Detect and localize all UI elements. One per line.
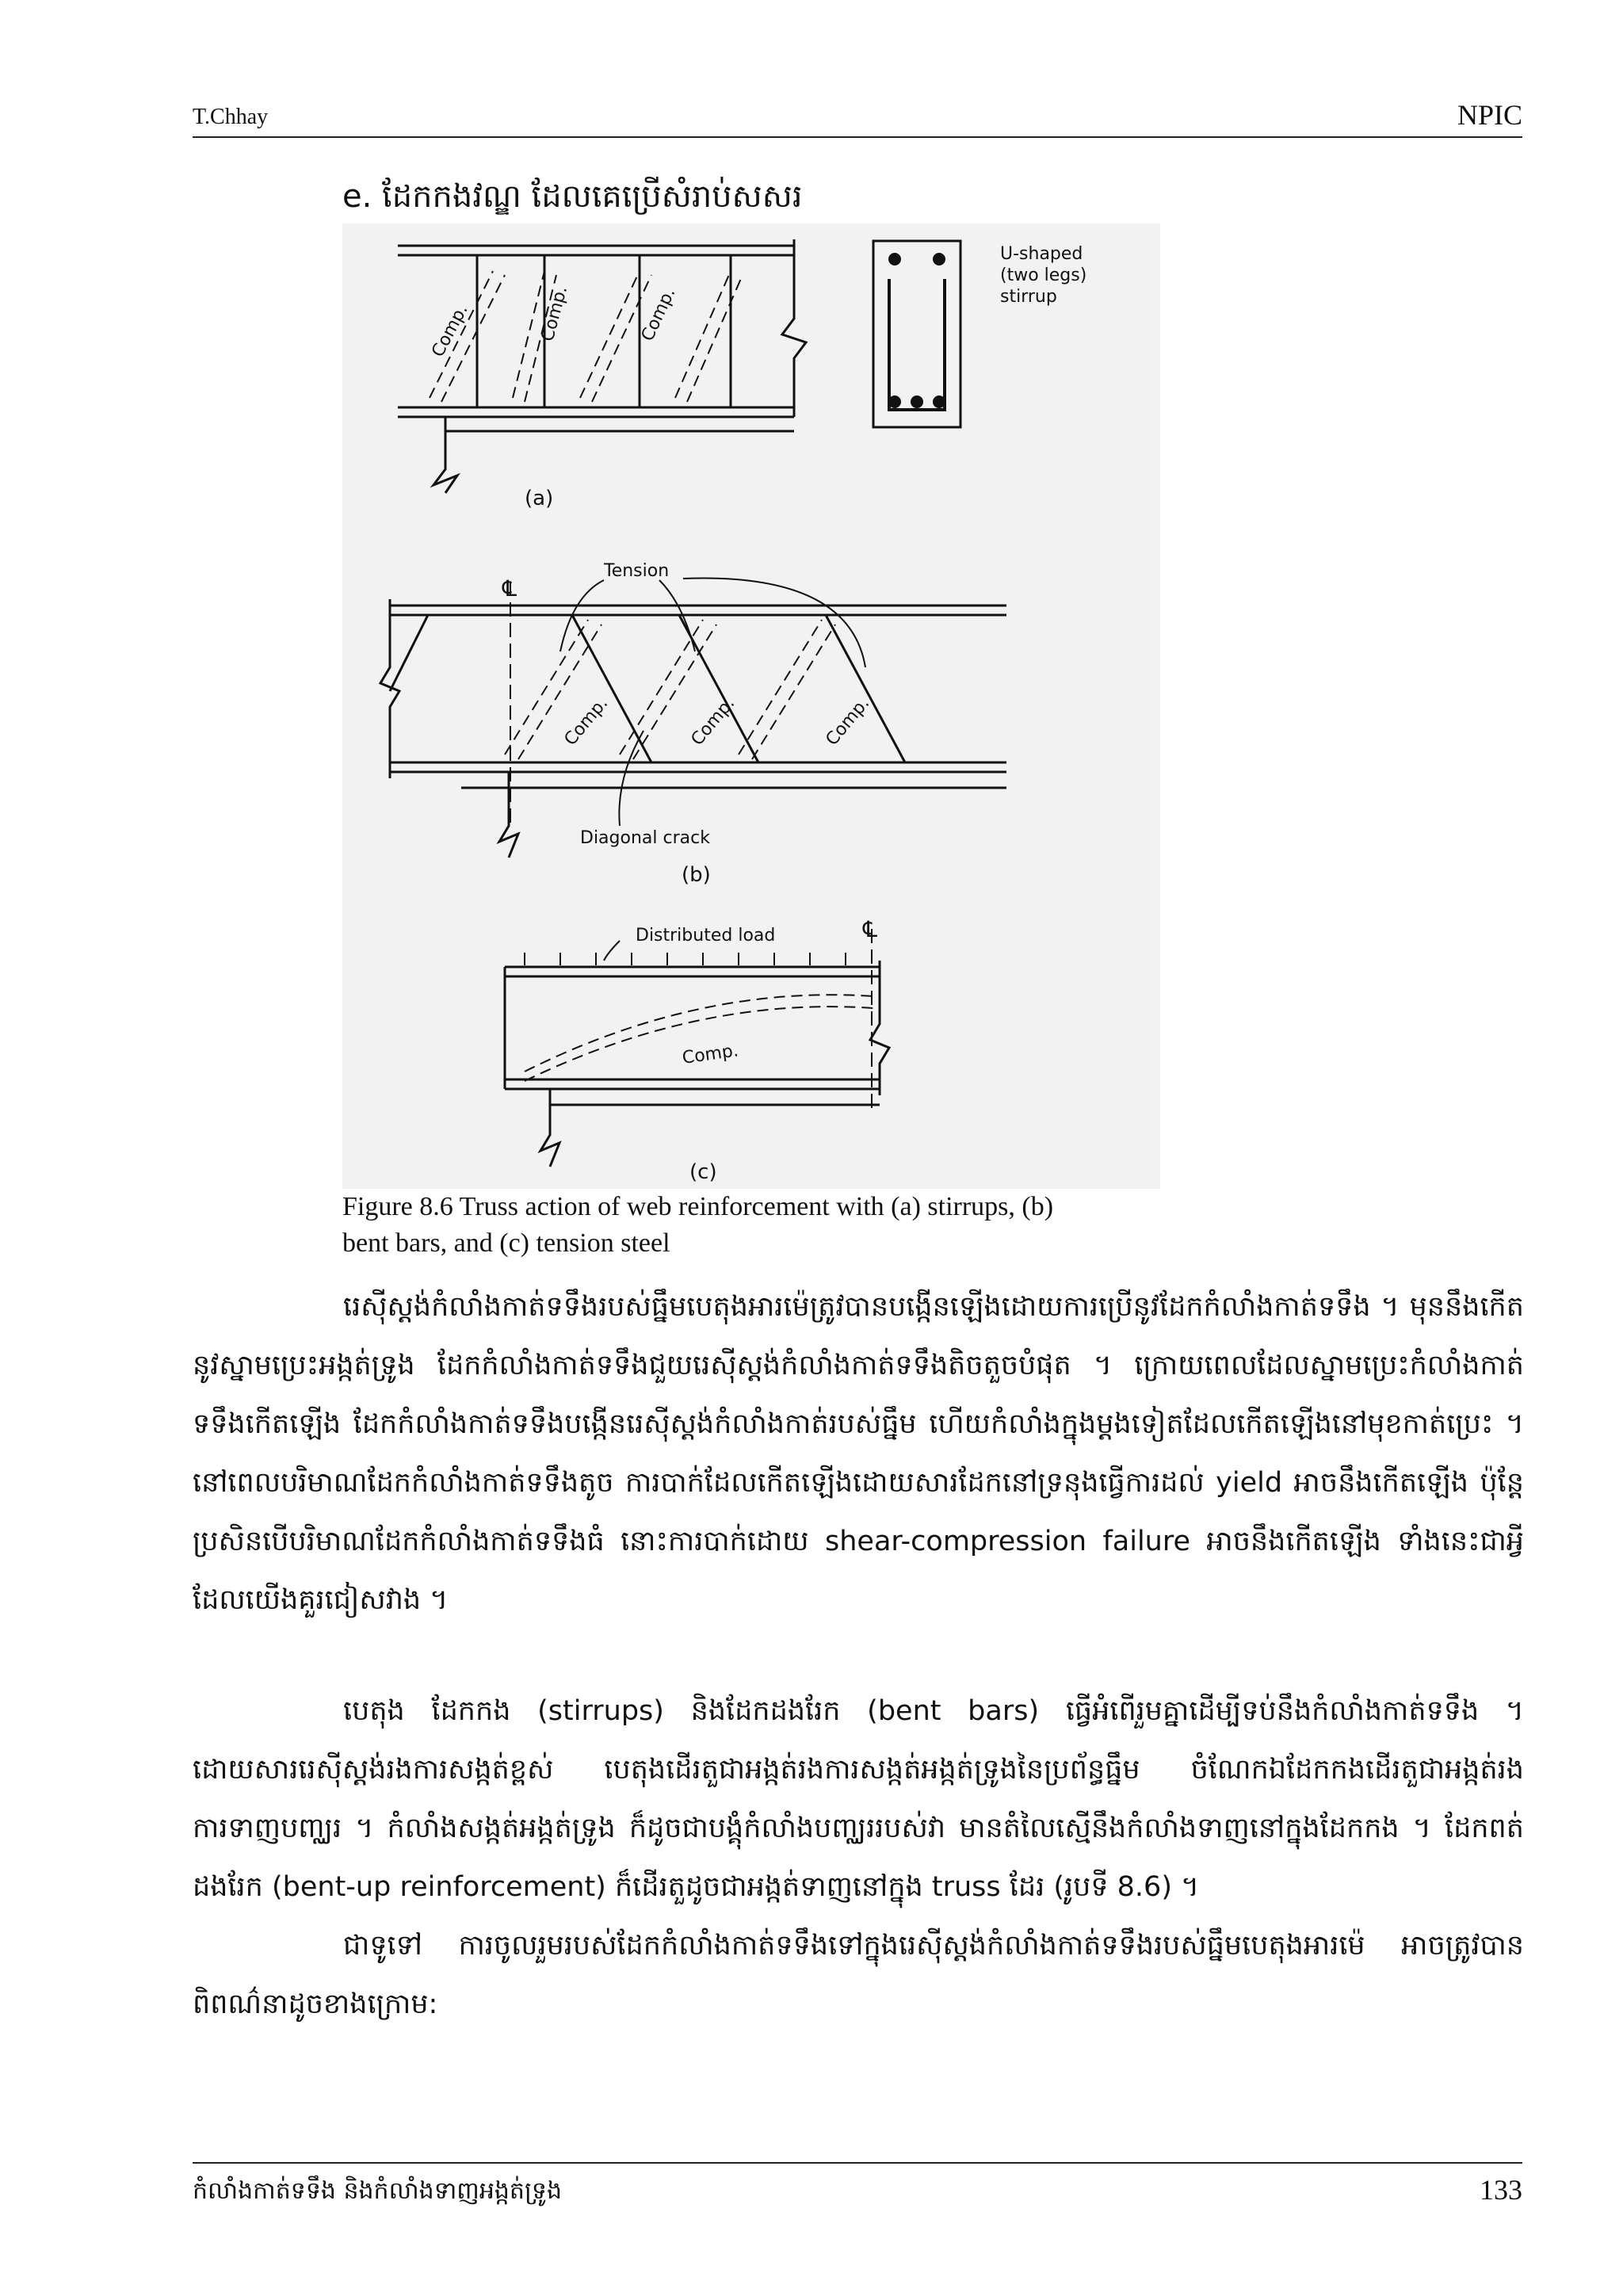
diagram-b-comp-label-1: Comp. bbox=[560, 693, 613, 750]
tension-label: Tension bbox=[604, 561, 670, 581]
diagram-a-comp-label-2: Comp. bbox=[537, 284, 572, 344]
diagram-c-sublabel: (c) bbox=[689, 1160, 717, 1184]
diagram-c-comp-label: Comp. bbox=[681, 1041, 740, 1068]
page-number: 133 bbox=[1480, 2174, 1522, 2206]
truss-diagram bbox=[342, 223, 1160, 1189]
paragraph-text: បេតុង ដែកកង (stirrups) និងដែកដងរែក (bent bars) ធ្វើអំពើរួមគ្នាដើម្បីទប់នឹងកំលាំងកាត់ទទឹង ។ ដោយសាររេស៊ីស្តង់រងការសង្កត់ខ្ពស់ បេតុងដើរតួជាអង្កត់រងការសង្កត់អង្កត់ទ្រូងនៃប្រព័ន្ធធ្នឹម ចំណែកឯដែកកងដើរតួជាអង្កត់រងការទាញបញ្ឈរ ។ កំលាំងសង្កត់អង្កត់ទ្រូង ក៏ដូចជាបង្គុំកំលាំងបញ្ឈររបស់វា មានតំលៃស្មើនឹងកំលាំងទាញនៅក្នុងដែកកង ។ ដែកពត់ដងរែក (bent-up reinforcement) ក៏ដើរតួដូចជាអង្កត់ទាញនៅក្នុង truss ដែរ (រូបទី 8.6) ។ bbox=[193, 1695, 1524, 1903]
body-paragraph-1 bbox=[193, 1278, 1524, 1629]
distributed-load-label: Distributed load bbox=[636, 926, 776, 946]
diagram-b-centerline: ℄ bbox=[502, 575, 517, 602]
diagram-c-centerline: ℄ bbox=[863, 916, 877, 942]
u-shaped-label-1: U-shaped bbox=[1000, 244, 1083, 264]
header-author: T.Chhay bbox=[193, 105, 269, 129]
diagram-a-comp-label-3: Comp. bbox=[637, 285, 680, 345]
body-paragraph-2 bbox=[193, 1682, 1524, 1916]
diagram-a-comp-label-1: Comp. bbox=[428, 301, 472, 361]
diagram-a-sublabel: (a) bbox=[525, 487, 554, 510]
footer-rule bbox=[193, 2162, 1522, 2164]
paragraph-text: រេស៊ីស្តង់កំលាំងកាត់ទទឹងរបស់ធ្នឹមបេតុងអារម៉េត្រូវបានបង្កើនឡើងដោយការប្រើនូវដែកកំលាំងកាត់ទទឹង ។ មុននឹងកើតនូវស្នាមប្រេះអង្កត់ទ្រូង ដែកកំលាំងកាត់ទទឹងជួយរេស៊ីស្តង់កំលាំងកាត់ទទឹងតិចតួចបំផុត ។ ក្រោយពេលដែលស្នាមប្រេះកំលាំងកាត់ទទឹងកើតឡើង ដែកកំលាំងកាត់ទទឹងបង្កើនរេស៊ីស្តង់កំលាំងកាត់របស់ធ្នឹម ហើយកំលាំងក្នុងម្តងទៀតដែលកើតឡើងនៅមុខកាត់ប្រេះ ។ នៅពេលបរិមាណដែកកំលាំងកាត់ទទឹងតូច ការបាក់ដែលកើតឡើងដោយសារដែកនៅទ្រនុងធ្វើការដល់ yield អាចនឹងកើតឡើង ប៉ុន្តែប្រសិនបើបរិមាណដែកកំលាំងកាត់ទទឹងធំ នោះការបាក់ដោយ shear-compression failure អាចនឹងកើតឡើង ទាំងនេះជាអ្វីដែលយើងគួរជៀសវាង ។ bbox=[193, 1291, 1524, 1616]
paragraph-text: ជាទូទៅ ការចូលរួមរបស់ដែកកំលាំងកាត់ទទឹងទៅក្នុងរេស៊ីស្តង់កំលាំងកាត់ទទឹងរបស់ធ្នឹមបេតុងអារម៉េ អាចត្រូវបានពិពណ៌នាដូចខាងក្រោម: bbox=[193, 1930, 1524, 2020]
figure-truss-action bbox=[342, 223, 1160, 1189]
diagram-a-beam bbox=[398, 239, 806, 493]
body-paragraph-3 bbox=[193, 1916, 1524, 2034]
u-shaped-label-2: (two legs) bbox=[1000, 266, 1087, 285]
u-stirrup-section bbox=[873, 241, 960, 427]
diagram-b-sublabel: (b) bbox=[682, 863, 711, 887]
caption-line-1: Figure 8.6 Truss action of web reinforcement with (a) stirrups, (b) bbox=[342, 1192, 1054, 1221]
header-rule bbox=[193, 136, 1522, 138]
section-title: e. ដែកកងវណ្ឌ ដែលគេប្រើសំរាប់សសរ bbox=[342, 178, 803, 215]
footer-chapter: កំលាំងកាត់ទទឹង និងកំលាំងទាញអង្កត់ទ្រូង bbox=[193, 2177, 562, 2205]
header-org: NPIC bbox=[1457, 99, 1522, 131]
figure-caption bbox=[342, 1189, 1214, 1262]
caption-line-2: bent bars, and (c) tension steel bbox=[342, 1228, 670, 1258]
u-shaped-label-3: stirrup bbox=[1000, 287, 1057, 307]
diagonal-crack-label: Diagonal crack bbox=[580, 828, 710, 848]
diagram-b-comp-label-3: Comp. bbox=[822, 693, 874, 750]
diagram-b-comp-label-2: Comp. bbox=[687, 693, 739, 750]
diagram-b-truss bbox=[380, 579, 1006, 858]
